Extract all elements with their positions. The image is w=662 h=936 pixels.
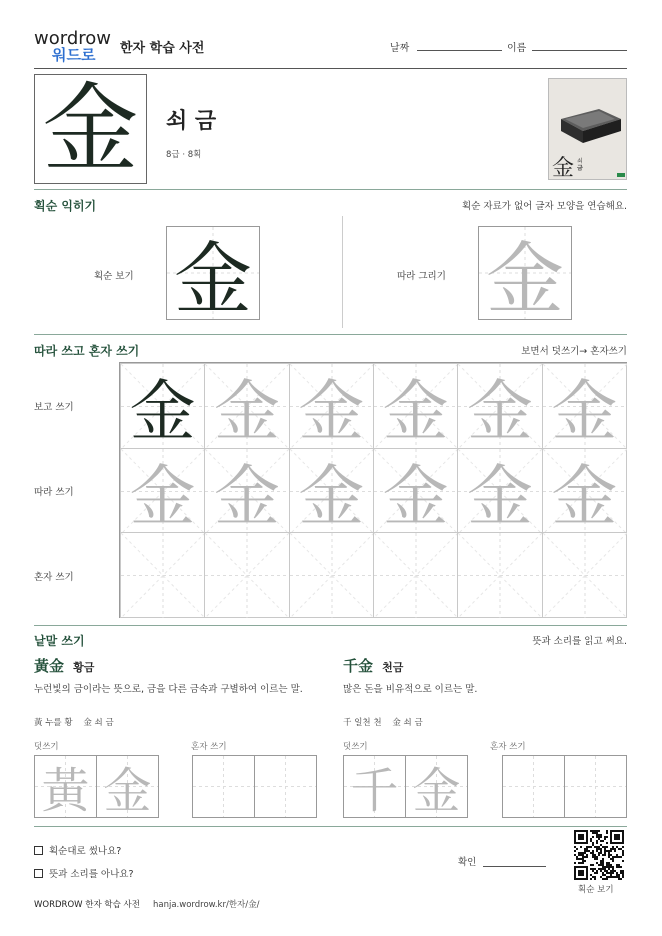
word-solo-cell[interactable] (254, 755, 317, 818)
trace-cell[interactable] (478, 226, 572, 325)
word-hanja: 千金 (343, 657, 374, 675)
trace-character: 金 (551, 457, 618, 535)
practice-cell[interactable] (457, 532, 542, 618)
date-field[interactable] (417, 50, 502, 51)
trace-character: 金 (485, 235, 564, 325)
practice-cell[interactable] (289, 363, 374, 449)
cell-guide-lines (458, 533, 542, 618)
word-definition: 많은 돈을 비유적으로 이르는 말. (343, 684, 478, 695)
practice-grid (119, 362, 627, 618)
stroke-section-note: 획순 자료가 없어 글자 모양을 연습해요. (462, 201, 627, 212)
practice-cell[interactable] (204, 532, 289, 618)
qr-label: 획순 보기 (578, 885, 614, 895)
stroke-divider (342, 216, 343, 328)
practice-cell[interactable] (373, 532, 458, 618)
word-solo-cell[interactable] (502, 755, 565, 818)
word-trace-character: 千 (350, 763, 399, 819)
cell-guide-lines (565, 756, 626, 817)
practice-cell[interactable] (542, 532, 627, 618)
word-trace-cell[interactable] (96, 755, 159, 818)
practice-cell[interactable] (289, 448, 374, 534)
trace-character: 金 (213, 457, 280, 535)
cell-guide-lines (374, 533, 458, 618)
practice-cell[interactable] (373, 448, 458, 534)
footer-brand: WORDROW 한자 학습 사전 (34, 900, 140, 910)
practice-cell[interactable] (457, 448, 542, 534)
row-label-see: 보고 쓰기 (34, 402, 74, 413)
trace-character: 金 (551, 373, 618, 451)
practice-section-title: 따라 쓰고 혼자 쓰기 (34, 344, 140, 358)
cell-guide-lines (543, 533, 627, 618)
stroke-view-label: 획순 보기 (94, 271, 134, 282)
word-trace-label: 덧쓰기 (34, 742, 59, 752)
word-solo-cell[interactable] (192, 755, 255, 818)
word-trace-character: 金 (103, 763, 152, 819)
character-level-strokes: 8급 · 8획 (166, 150, 202, 160)
row-label-solo: 혼자 쓰기 (34, 572, 74, 583)
character-meaning-sound: 쇠 금 (166, 109, 217, 134)
thumbnail-character: 金 (552, 156, 575, 180)
practice-cell[interactable] (542, 448, 627, 534)
confirm-field[interactable] (483, 866, 546, 867)
stroke-view-cell (166, 226, 260, 325)
practice-cell[interactable] (457, 363, 542, 449)
cell-guide-lines (121, 533, 205, 618)
trace-label: 따라 그리기 (397, 271, 446, 282)
stroke-section-title: 획순 익히기 (34, 199, 97, 213)
word-heading (34, 655, 94, 676)
trace-character: 金 (213, 373, 280, 451)
row-label-trace: 따라 쓰기 (34, 487, 74, 498)
wordrow-logo (34, 30, 112, 66)
cell-guide-lines (205, 533, 289, 618)
trace-character: 金 (298, 457, 365, 535)
main-character-box (34, 74, 147, 184)
word-trace-cell[interactable] (405, 755, 468, 818)
word-reading: 황금 (73, 661, 95, 674)
practice-cell[interactable] (120, 532, 205, 618)
word-solo-label: 혼자 쓰기 (490, 742, 526, 752)
trace-character: 金 (466, 373, 533, 451)
confirm-label: 확인 (458, 857, 477, 868)
gold-bar-thumbnail (548, 78, 627, 180)
stroke-view-character: 金 (173, 235, 252, 325)
trace-character: 金 (466, 457, 533, 535)
word-heading (343, 655, 403, 676)
checkbox[interactable] (34, 869, 43, 878)
word-solo-label: 혼자 쓰기 (191, 742, 227, 752)
word-trace-character: 金 (412, 763, 461, 819)
word-parts: 千 일천 천 金 쇠 금 (343, 718, 423, 728)
practice-section-note: 보면서 덧쓰기→ 혼자쓰기 (521, 346, 627, 357)
practice-cell[interactable] (373, 363, 458, 449)
practice-cell[interactable] (289, 532, 374, 618)
logo-korean: 워드로 (52, 46, 96, 64)
word-trace-cell[interactable] (343, 755, 406, 818)
checklist-item[interactable]: 뜻과 소리를 아나요? (34, 866, 134, 880)
word-definition: 누런빛의 금이라는 뜻으로, 금을 다른 금속과 구별하여 이르는 말. (34, 684, 303, 695)
checkbox[interactable] (34, 846, 43, 855)
word-trace-cell[interactable] (34, 755, 97, 818)
cell-guide-lines (255, 756, 316, 817)
practice-cell[interactable] (120, 448, 205, 534)
qr-code-image (574, 830, 624, 880)
word-reading: 천금 (382, 661, 404, 674)
model-character: 金 (129, 373, 196, 451)
words-section-title: 낱말 쓰기 (34, 634, 85, 648)
practice-cell[interactable] (120, 363, 205, 449)
trace-character: 金 (382, 457, 449, 535)
word-trace-character: 黃 (41, 763, 90, 819)
date-label: 날짜 (390, 43, 410, 54)
trace-character: 金 (129, 457, 196, 535)
cell-guide-lines (290, 533, 374, 618)
word-solo-cell[interactable] (564, 755, 627, 818)
footer-url[interactable]: hanja.wordrow.kr/한자/金/ (153, 900, 260, 910)
logo-wordmark: wordrow (34, 28, 111, 49)
name-field[interactable] (532, 50, 627, 51)
qr-code[interactable] (574, 830, 624, 880)
thumbnail-caption: 쇠 금 (577, 158, 583, 172)
page-title: 한자 학습 사전 (120, 41, 205, 56)
practice-cell[interactable] (204, 363, 289, 449)
practice-cell[interactable] (542, 363, 627, 449)
checklist-item[interactable]: 획순대로 썼나요? (34, 843, 121, 857)
word-trace-label: 덧쓰기 (343, 742, 368, 752)
practice-cell[interactable] (204, 448, 289, 534)
trace-character: 金 (382, 373, 449, 451)
word-parts: 黃 누를 황 金 쇠 금 (34, 718, 114, 728)
name-label: 이름 (507, 43, 527, 54)
word-hanja: 黃金 (34, 657, 65, 675)
main-character: 金 (42, 73, 139, 185)
cell-guide-lines (503, 756, 564, 817)
cell-guide-lines (193, 756, 254, 817)
trace-character: 金 (298, 373, 365, 451)
words-section-note: 뜻과 소리를 읽고 써요. (532, 636, 627, 647)
